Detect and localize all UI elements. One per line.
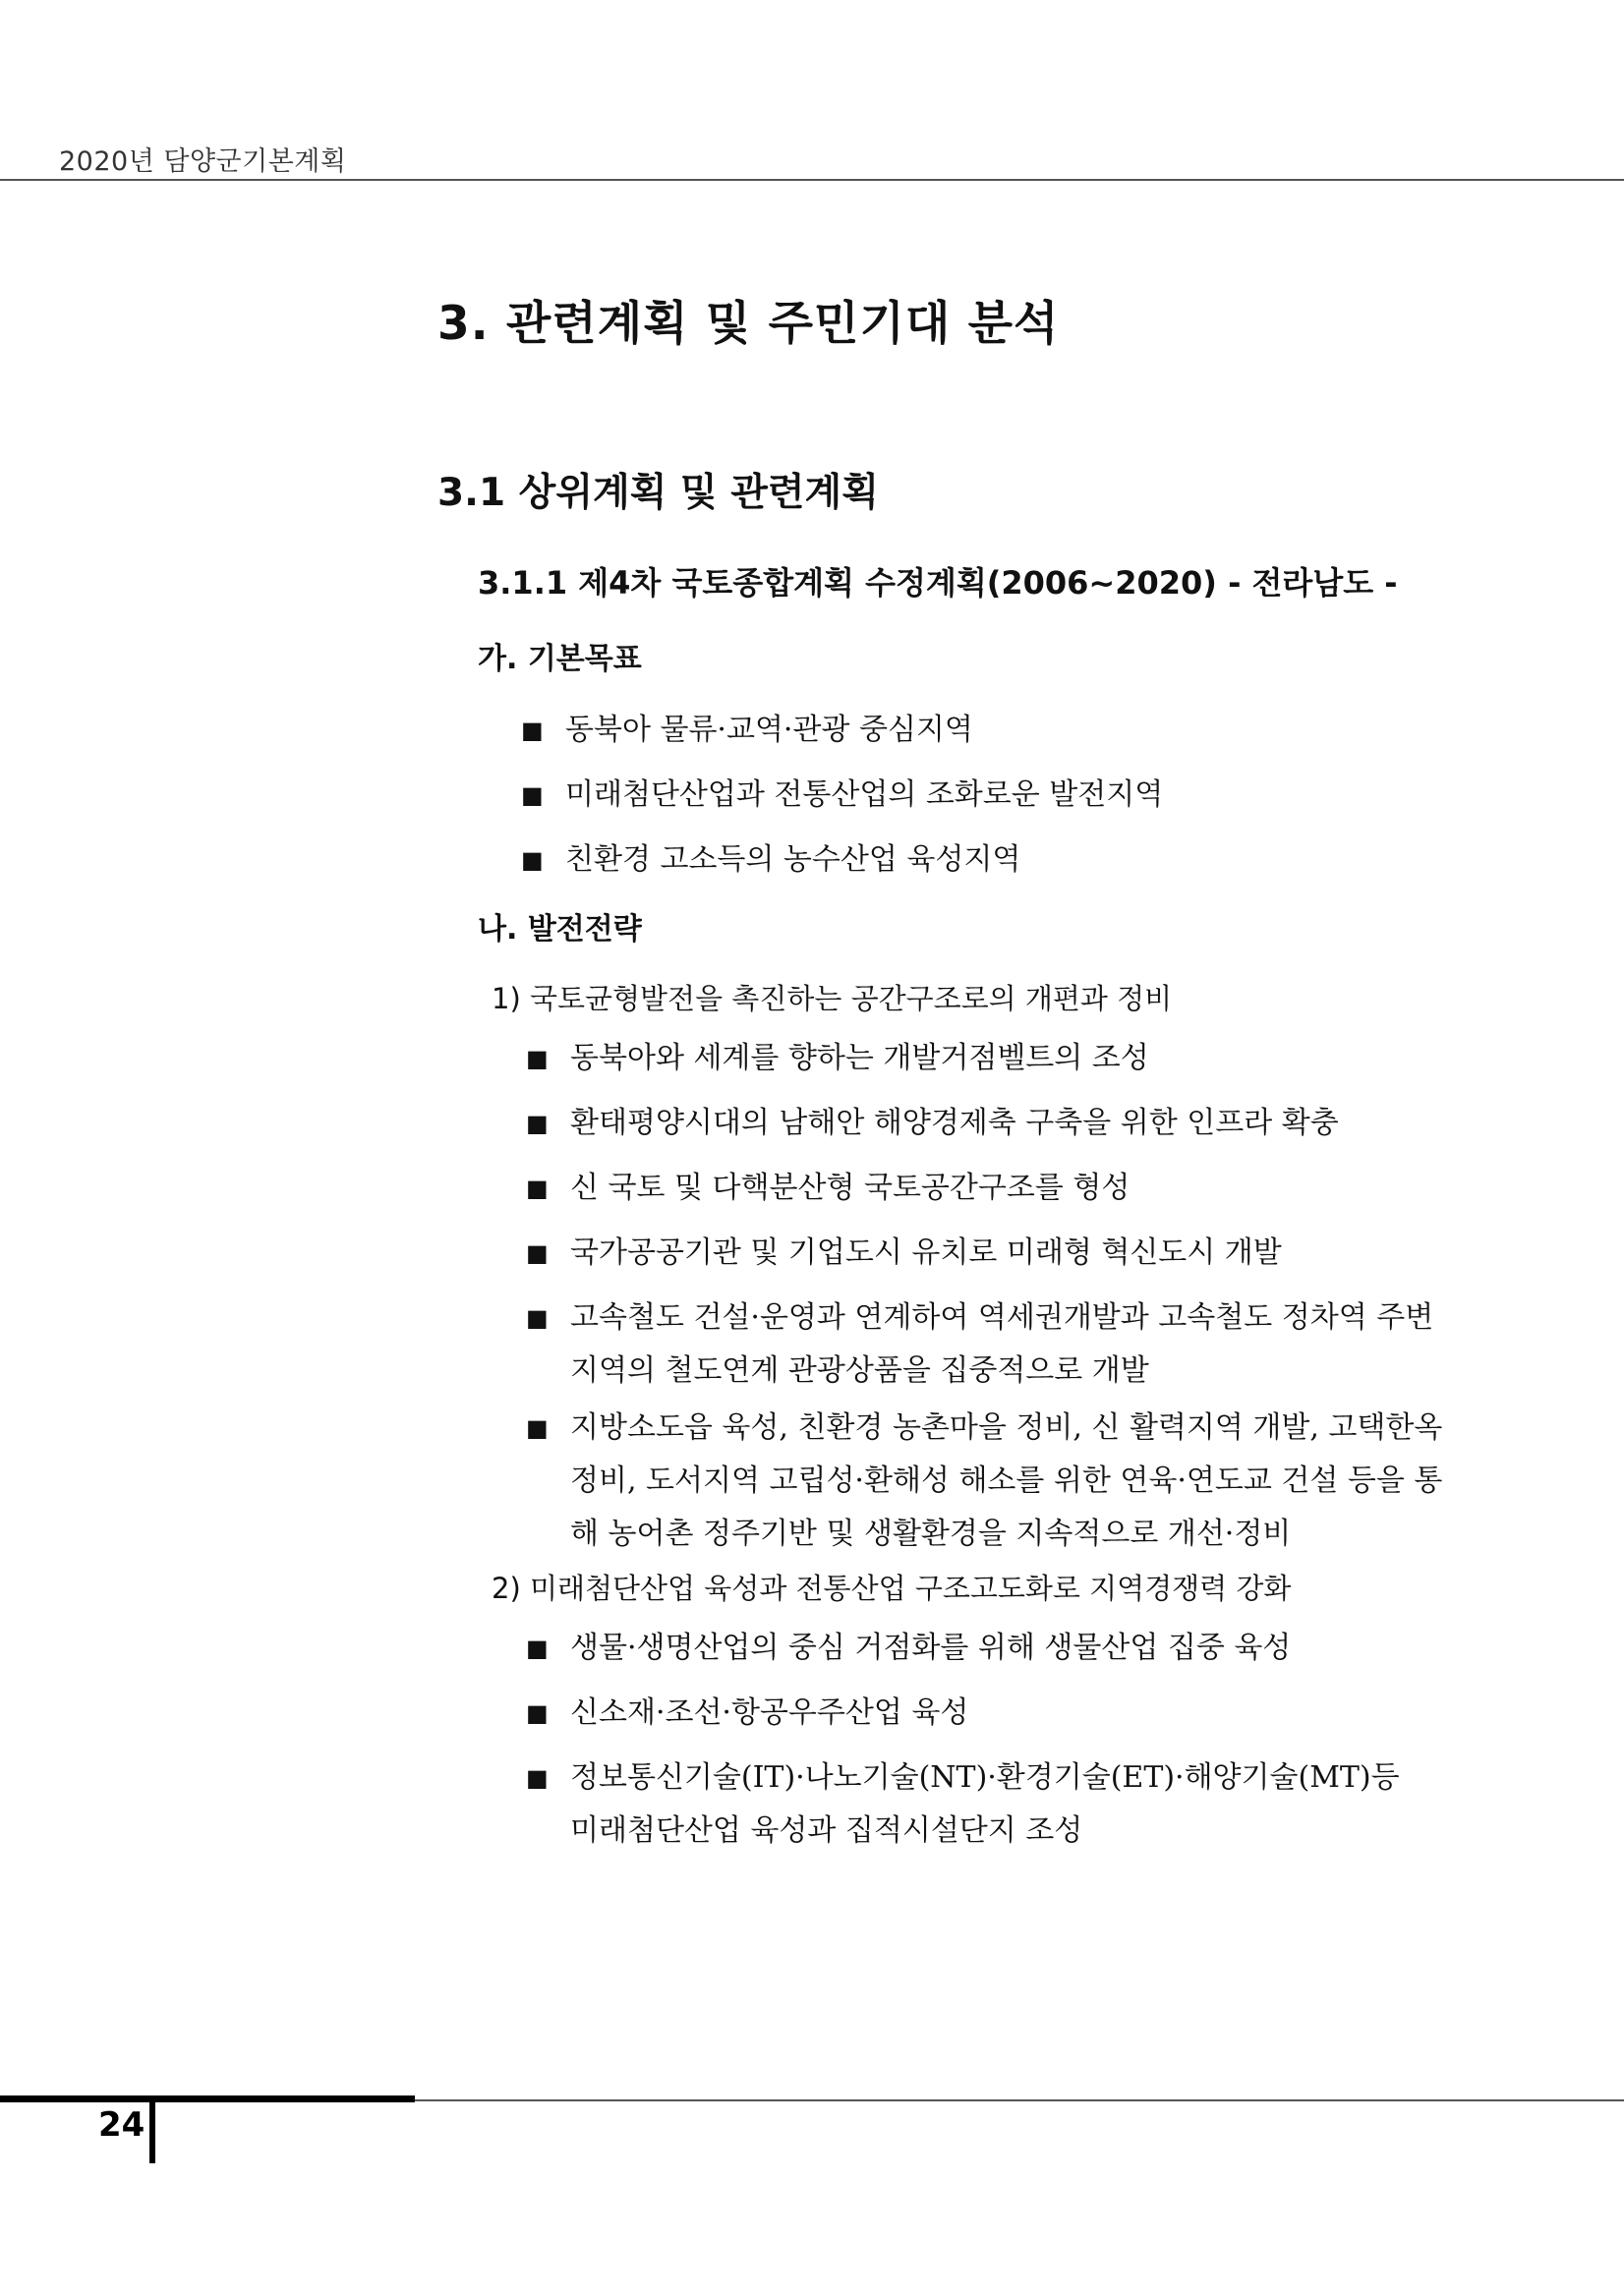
goal-item: ■ 동북아 물류·교역·관광 중심지역 [565, 704, 973, 757]
strategy-group-title: 2) 미래첨단산업 육성과 전통산업 구조고도화로 지역경쟁력 강화 [492, 1572, 1292, 1605]
square-bullet-icon: ■ [521, 717, 544, 744]
square-bullet-icon: ■ [526, 1110, 549, 1137]
goal-item: ■ 친환경 고소득의 농수산업 육성지역 [565, 833, 1020, 887]
chapter-title: 3. 관련계획 및 주민기대 분석 [437, 297, 1060, 351]
header-rule [0, 179, 1624, 181]
strategy-item: ■ 정보통신기술(IT)·나노기술(NT)·환경기술(ET)·해양기술(MT)등 미래첨단산업 육성과 집적시설단지 조성 [570, 1751, 1400, 1858]
square-bullet-icon: ■ [526, 1699, 549, 1727]
strategy-item: ■ 지방소도읍 육성, 친환경 농촌마을 정비, 신 활력지역 개발, 고택한옥 정비, 도서지역 고립성·환해성 해소를 위한 연육·연도교 건설 등을 통 해 농어촌 정주기반 및 생활환경을 지속적으로 개선·정비 [570, 1402, 1442, 1561]
strategy-heading: 나. 발전전략 [478, 912, 642, 947]
square-bullet-icon: ■ [526, 1239, 549, 1267]
strategy-item: ■ 국가공공기관 및 기업도시 유치로 미래형 혁신도시 개발 [570, 1227, 1282, 1280]
square-bullet-icon: ■ [526, 1764, 549, 1792]
subsection-title: 3.1.1 제4차 국토종합계획 수정계획(2006~2020) - 전라남도 - [478, 564, 1398, 602]
running-header: 2020년 담양군기본계획 [59, 146, 347, 177]
strategy-item: ■ 신소재·조선·항공우주산업 육성 [570, 1687, 968, 1740]
square-bullet-icon: ■ [526, 1635, 549, 1662]
section-title: 3.1 상위계획 및 관련계획 [437, 471, 879, 515]
strategy-item: ■ 신 국토 및 다핵분산형 국토공간구조를 형성 [570, 1162, 1130, 1215]
square-bullet-icon: ■ [521, 846, 544, 874]
goal-item: ■ 미래첨단산업과 전통산업의 조화로운 발전지역 [565, 769, 1163, 822]
strategy-group-title: 1) 국토균형발전을 촉진하는 공간구조로의 개편과 정비 [492, 982, 1173, 1015]
square-bullet-icon: ■ [526, 1175, 549, 1202]
square-bullet-icon: ■ [526, 1045, 549, 1072]
footer-rule-thick [0, 2095, 415, 2102]
footer-rule-thin [415, 2099, 1624, 2101]
strategy-item: ■ 생물·생명산업의 중심 거점화를 위해 생물산업 집중 육성 [570, 1622, 1291, 1675]
goals-heading: 가. 기본목표 [478, 642, 642, 676]
page-number: 24 [98, 2105, 145, 2145]
strategy-item: ■ 고속철도 건설·운영과 연계하여 역세권개발과 고속철도 정차역 주변 지역의 철도연계 관광상품을 집중적으로 개발 [570, 1292, 1433, 1398]
square-bullet-icon: ■ [526, 1304, 549, 1332]
strategy-item: ■ 환태평양시대의 남해안 해양경제축 구축을 위한 인프라 확충 [570, 1097, 1339, 1150]
square-bullet-icon: ■ [521, 781, 544, 809]
strategy-item: ■ 동북아와 세계를 향하는 개발거점벨트의 조성 [570, 1032, 1149, 1085]
page-number-bar [149, 2102, 155, 2163]
square-bullet-icon: ■ [526, 1414, 549, 1442]
